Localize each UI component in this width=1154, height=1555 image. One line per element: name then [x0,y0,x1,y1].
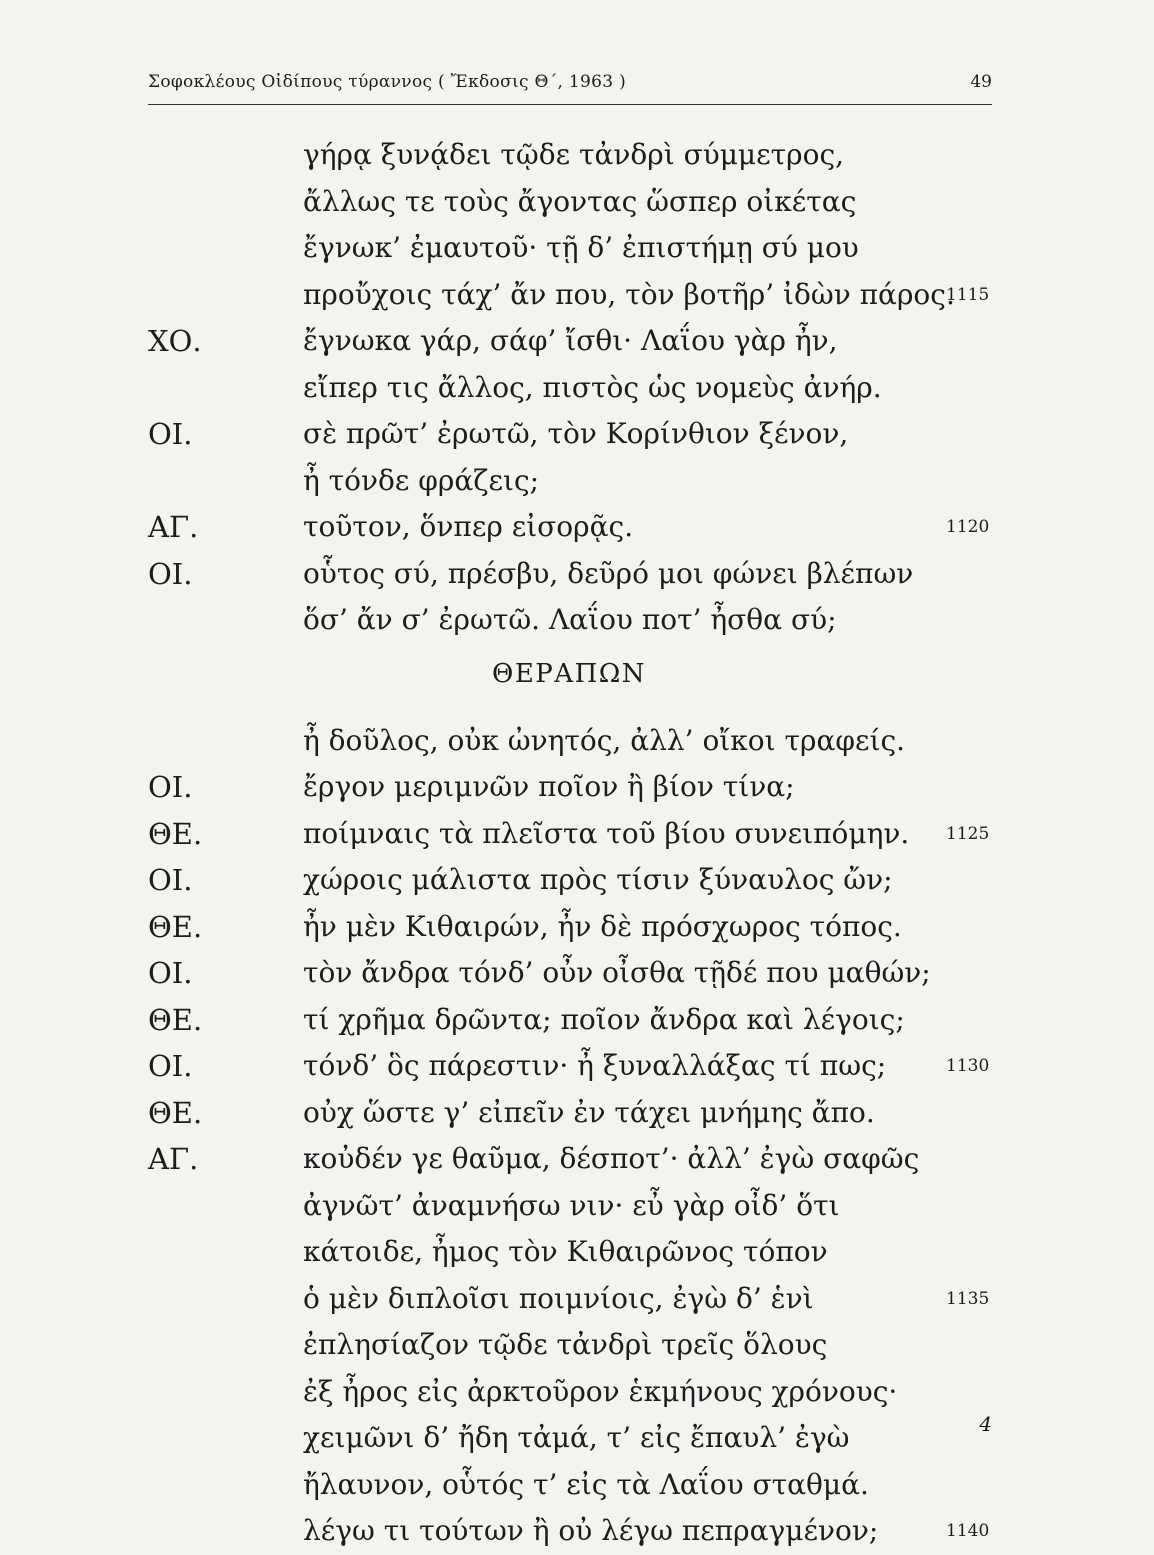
line-number: 1130 [946,1056,990,1076]
verse-text: χειμῶνι δ’ ἤδη τἀμά, τ’ εἰς ἔπαυλ’ ἐγὼ [303,1421,850,1454]
speaker-label: ΟΙ. [148,556,193,591]
verse-text: ἄλλως τε τοὺς ἄγοντας ὥσπερ οἰκέτας [303,184,857,218]
speaker-label: ΟΙ. [148,1049,193,1083]
verse-text: τί χρῆμα δρῶντα; ποῖον ἄνδρα καὶ λέγοις; [303,1002,905,1036]
verse-text: ἀγνῶτ’ ἀναμνήσω νιν· εὖ γὰρ οἶδ’ ὅτι [303,1188,840,1222]
verse-line [0,811,1154,858]
verse-text: λέγω τι τούτων ἢ οὐ λέγω πεπραγμένον; [303,1514,879,1547]
speaker-label: ΧΟ. [148,324,202,358]
signature-mark: 4 [979,1412,992,1436]
running-header [148,72,992,105]
speaker-label: ΑΓ. [148,1142,199,1176]
verse-line [0,1136,1154,1183]
page-number: 49 [970,72,992,92]
verse-block-a [0,132,1154,644]
verse-text: ἦ τόνδε φράζεις; [303,463,540,497]
speaker-label: ΟΙ. [148,956,193,990]
verse-line [0,718,1154,765]
verse-line [0,1229,1154,1276]
verse-text: ἔργον μεριμνῶν ποῖον ἢ βίον τίνα; [303,770,795,803]
verse-text: ὅσ’ ἄν σ’ ἐρωτῶ. Λαΐου ποτ’ ἦσθα σύ; [303,603,837,636]
speaker-label: ΘΕ. [148,909,203,944]
verse-text: κάτοιδε, ἦμος τὸν Κιθαιρῶνος τόπον [303,1235,828,1268]
verse-line [0,1276,1154,1323]
verse-line [0,1322,1154,1369]
verse-text: σὲ πρῶτ’ ἐρωτῶ, τὸν Κορίνθιον ξένον, [303,417,849,450]
verse-line [0,857,1154,904]
verse-line [0,318,1154,365]
verse-text: ὁ μὲν διπλοῖσι ποιμνίοις, ἐγὼ δ’ ἑνὶ [303,1281,814,1315]
verse-text: τὸν ἄνδρα τόνδ’ οὖν οἶσθα τῇδέ που μαθών; [303,956,931,989]
verse-text: ἔγνωκ’ ἐμαυτοῦ· τῇ δ’ ἐπιστήμῃ σύ μου [303,231,859,264]
verse-text: ἦ δοῦλος, οὐκ ὠνητός, ἀλλ’ οἴκοι τραφείς. [303,723,906,757]
speaker-label: ΘΕ. [148,1002,203,1037]
speaker-label: ΑΓ. [148,510,199,544]
verse-line [0,458,1154,505]
verse-text: ἦν μὲν Κιθαιρών, ἦν δὲ πρόσχωρος τόπος. [303,909,902,943]
speaker-label: ΘΕ. [148,1095,203,1130]
line-number: 1135 [946,1288,990,1309]
character-heading-text: ΘΕΡΑΠΩΝ [492,658,647,689]
verse-line [0,179,1154,226]
line-number: 1125 [946,823,990,844]
verse-line [0,1462,1154,1509]
verse-text: ἐπλησίαζον τῷδε τἀνδρὶ τρεῖς ὅλους [303,1328,828,1361]
verse-text: τόνδ’ ὃς πάρεστιν· ἦ ξυναλλάξας τί πως; [303,1049,887,1082]
verse-text: εἴπερ τις ἄλλος, πιστὸς ὡς νομεὺς ἀνήρ. [303,370,882,404]
speaker-label: ΘΕ. [148,816,203,851]
speaker-label: ΟΙ. [148,863,193,897]
verse-body [0,132,1154,1555]
speaker-label: ΟΙ. [148,417,193,451]
character-heading [0,644,1154,704]
verse-text: ἤλαυνον, οὗτός τ’ εἰς τὰ Λαΐου σταθμά. [303,1467,869,1501]
verse-line [0,997,1154,1044]
speaker-label: ΟΙ. [148,770,193,804]
verse-line [0,504,1154,551]
line-number: 1115 [946,284,990,305]
verse-line [0,272,1154,319]
verse-line [0,597,1154,644]
verse-text: κοὐδέν γε θαῦμα, δέσποτ’· ἀλλ’ ἐγὼ σαφῶς [303,1142,920,1175]
verse-text: οὗτος σύ, πρέσβυ, δεῦρό μοι φώνει βλέπων [303,556,914,590]
verse-text: χώροις μάλιστα πρὸς τίσιν ξύναυλος ὤν; [303,863,893,896]
verse-line [0,1043,1154,1090]
verse-text: οὐχ ὥστε γ’ εἰπεῖν ἐν τάχει μνήμης ἄπο. [303,1095,875,1129]
verse-line [0,365,1154,412]
line-number: 1120 [946,517,990,537]
line-number: 1140 [946,1521,990,1541]
verse-text: προὔχοις τάχ’ ἄν που, τὸν βοτῆρ’ ἰδὼν πάρος. [303,277,955,311]
verse-line [0,950,1154,997]
verse-line [0,551,1154,598]
verse-text: ποίμναις τὰ πλεῖστα τοῦ βίου συνειπόμην. [303,816,910,850]
running-title: Σοφοκλέους Οἰδίπους τύραννος ( Ἔκδοσις Θ΄, 1963 ) [148,72,627,92]
verse-line [0,411,1154,458]
verse-text: τοῦτον, ὅνπερ εἰσορᾷς. [303,510,634,543]
verse-text: γήρᾳ ξυνᾴδει τῷδε τἀνδρὶ σύμμετρος, [303,138,845,171]
verse-line [0,225,1154,272]
verse-line [0,1090,1154,1137]
verse-text: ἔγνωκα γάρ, σάφ’ ἴσθι· Λαΐου γὰρ ἦν, [303,324,838,357]
verse-line [0,1508,1154,1555]
verse-line [0,764,1154,811]
verse-line [0,1183,1154,1230]
verse-line [0,1369,1154,1416]
verse-line [0,132,1154,179]
verse-text: ἐξ ἦρος εἰς ἀρκτοῦρον ἑκμήνους χρόνους· [303,1374,898,1408]
verse-line [0,904,1154,951]
